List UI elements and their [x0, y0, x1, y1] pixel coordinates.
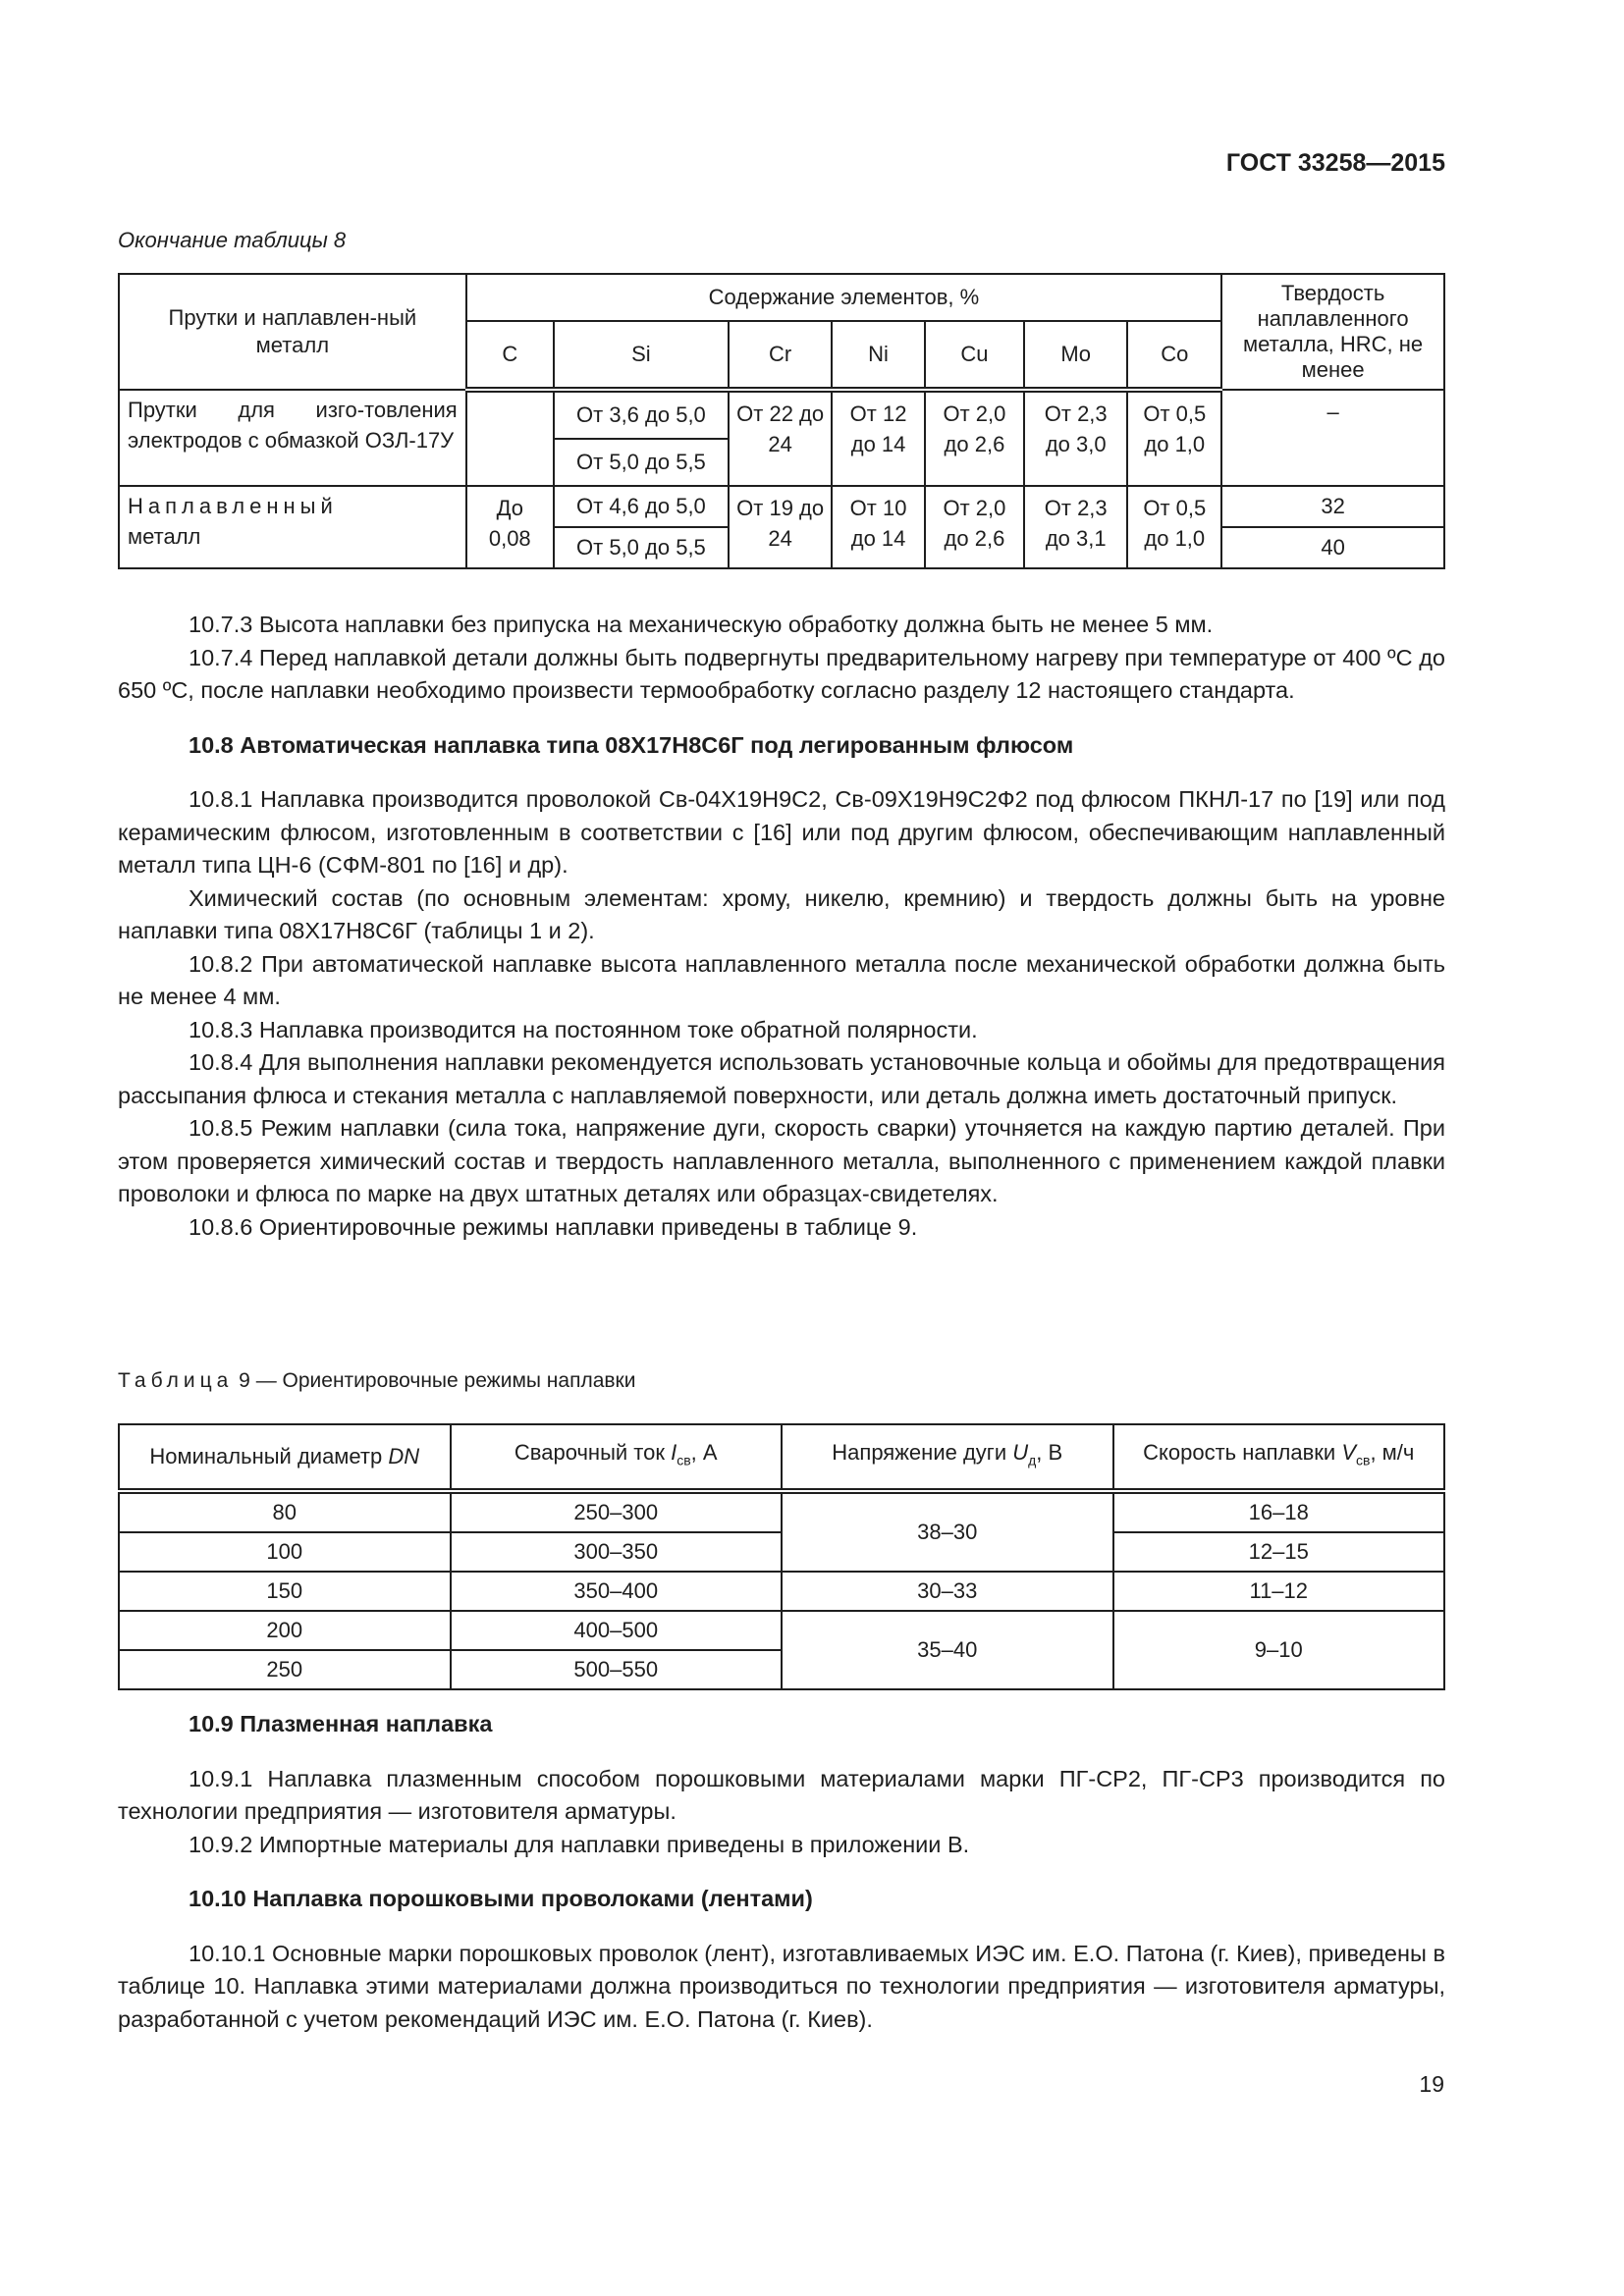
header-elements-group: Содержание элементов, %: [466, 274, 1221, 321]
table9-caption-label: Таблица: [118, 1369, 234, 1392]
paragraph: 10.8.3 Наплавка производится на постоянном токе обратной полярности.: [189, 1016, 978, 1042]
paragraph: 10.8.1 Наплавка производится проволокой Св-04Х19Н9С2, Св-09Х19Н9С2Ф2 под флюсом ПКНЛ-17 по [19] или под керамическим флюсом, изготовленным в соответствии с [16] или под другим флюсом, обеспечивающим наплавленный металл типа ЦН-6 (СФМ-801 по [16] и др).: [118, 786, 1445, 878]
row-item: Прутки для изго-товления электродов с обмазкой ОЗЛ-17У: [119, 390, 466, 486]
table-row: [119, 1611, 1444, 1650]
cell-cr: От 19 до 24: [729, 486, 832, 568]
cell-co: От 0,5 до 1,0: [1127, 486, 1221, 568]
cell-hardness: 32: [1221, 486, 1444, 527]
cell-speed: 12–15: [1113, 1532, 1445, 1572]
cell-hardness: 40: [1221, 527, 1444, 568]
paragraph: 10.8.2 При автоматической наплавке высота наплавленного металла после механической обработки должна быть не менее 4 мм.: [118, 950, 1445, 1009]
paragraph: 10.9.2 Импортные материалы для наплавки приведены в приложении В.: [189, 1831, 970, 1857]
cell-ni: От 12 до 14: [832, 390, 925, 486]
cell-cr: От 22 до 24: [729, 390, 832, 486]
table-8: [118, 273, 1445, 569]
header-current: Сварочный ток $I_{св}$, А: [451, 1424, 783, 1491]
header-element-co: Co: [1127, 321, 1221, 390]
cell-current: 350–400: [451, 1572, 783, 1611]
cell-c: До 0,08: [466, 486, 554, 568]
cell-speed: 9–10: [1113, 1611, 1445, 1689]
page-number: 19: [1419, 2071, 1444, 2097]
cell-mo: От 2,3 до 3,0: [1024, 390, 1127, 486]
paragraph: 10.10.1 Основные марки порошковых проволок (лент), изготавливаемых ИЭС им. Е.О. Патона (г. Киев), приведены в таблице 10. Наплавка этими материалами должна производиться по технологии предприятия — изготовителя арматуры, разработанной с учетом рекомендаций ИЭС им. Е.О. Патона (г. Киев).: [118, 1940, 1445, 2032]
table-row: [119, 486, 1444, 527]
cell-si: От 5,0 до 5,5: [554, 527, 729, 568]
cell-dn: 100: [119, 1532, 451, 1572]
cell-c: [466, 390, 554, 486]
row-item-line2: металл: [128, 524, 201, 549]
cell-voltage: 30–33: [782, 1572, 1113, 1611]
cell-speed: 11–12: [1113, 1572, 1445, 1611]
header-element-si: Si: [554, 321, 729, 390]
cell-cu: От 2,0 до 2,6: [925, 390, 1024, 486]
paragraph: 10.8.5 Режим наплавки (сила тока, напряжение дуги, скорость сварки) уточняется на каждую партию деталей. При этом проверяется химический состав и твердость наплавленного металла, выполненного с применением каждой плавки проволоки и флюса по марке на двух штатных деталях или образцах-свидетелях.: [118, 1115, 1445, 1206]
paragraph: 10.7.4 Перед наплавкой детали должны быть подвергнуты предварительному нагреву при температуре от 400 ºС до 650 ºС, после наплавки необходимо произвести термообработку согласно разделу 12 настоящего стандарта.: [118, 644, 1445, 703]
document-id-header: ГОСТ 33258—2015: [1225, 149, 1445, 177]
cell-voltage: 35–40: [782, 1611, 1113, 1689]
table8-continuation-caption: Окончание таблицы 8: [118, 228, 347, 252]
cell-ni: От 10 до 14: [832, 486, 925, 568]
cell-dn: 250: [119, 1650, 451, 1689]
body-sections-10-9-10-10: [118, 1708, 1445, 2036]
body-section-10-7: [118, 609, 1445, 1244]
row-item-line1: Наплавленный: [128, 494, 338, 518]
cell-si: От 4,6 до 5,0: [554, 486, 729, 527]
header-speed: Скорость наплавки $V_{св}$, м/ч: [1113, 1424, 1445, 1491]
cell-mo: От 2,3 до 3,1: [1024, 486, 1127, 568]
cell-dn: 200: [119, 1611, 451, 1650]
section-heading-10-9: 10.9 Плазменная наплавка: [189, 1711, 493, 1736]
header-hardness: Твердость наплавленного металла, HRC, не менее: [1221, 274, 1444, 390]
cell-current: 500–550: [451, 1650, 783, 1689]
cell-si: От 5,0 до 5,5: [554, 439, 729, 486]
paragraph: 10.9.1 Наплавка плазменным способом порошковыми материалами марки ПГ-СР2, ПГ-СР3 производится по технологии предприятия — изготовителя арматуры.: [118, 1765, 1445, 1824]
cell-si: От 3,6 до 5,0: [554, 390, 729, 439]
header-dn: Номинальный диаметр DN: [119, 1424, 451, 1491]
paragraph: 10.7.3 Высота наплавки без припуска на механическую обработку должна быть не менее 5 мм.: [189, 612, 1214, 637]
cell-current: 250–300: [451, 1491, 783, 1532]
header-element-c: C: [466, 321, 554, 390]
header-element-ni: Ni: [832, 321, 925, 390]
section-heading-10-8: 10.8 Автоматическая наплавка типа 08Х17Н8С6Г под легированным флюсом: [189, 731, 1074, 758]
row-item: [119, 486, 466, 568]
cell-speed: 16–18: [1113, 1491, 1445, 1532]
table-row: [119, 1491, 1444, 1532]
cell-voltage: 38–30: [782, 1491, 1113, 1572]
table9-caption-text: 9 — Ориентировочные режимы наплавки: [233, 1369, 636, 1392]
cell-co: От 0,5 до 1,0: [1127, 390, 1221, 486]
cell-current: 400–500: [451, 1611, 783, 1650]
table-row: [119, 1572, 1444, 1611]
cell-cu: От 2,0 до 2,6: [925, 486, 1024, 568]
section-heading-10-10: 10.10 Наплавка порошковыми проволоками (лентами): [189, 1886, 813, 1911]
cell-current: 300–350: [451, 1532, 783, 1572]
paragraph: Химический состав (по основным элементам: хрому, никелю, кремнию) и твердость должны быть на уровне наплавки типа 08Х17Н8С6Г (таблицы 1 и 2).: [118, 884, 1445, 943]
header-item: Прутки и наплавлен-ный металл: [119, 274, 466, 390]
table-row: [119, 390, 1444, 439]
cell-dn: 150: [119, 1572, 451, 1611]
paragraph: 10.8.4 Для выполнения наплавки рекомендуется использовать установочные кольца и обоймы для предотвращения рассыпания флюса и стекания металла с наплавляемой поверхности, или деталь должна иметь достаточный припуск.: [118, 1049, 1445, 1108]
header-voltage: Напряжение дуги $U_д$, В: [782, 1424, 1113, 1491]
cell-dn: 80: [119, 1491, 451, 1532]
header-element-cu: Cu: [925, 321, 1024, 390]
paragraph: 10.8.6 Ориентировочные режимы наплавки приведены в таблице 9.: [189, 1213, 918, 1240]
header-element-cr: Cr: [729, 321, 832, 390]
cell-hardness: –: [1221, 390, 1444, 486]
table9-caption: [118, 1369, 635, 1393]
table-9: [118, 1423, 1445, 1690]
header-element-mo: Mo: [1024, 321, 1127, 390]
